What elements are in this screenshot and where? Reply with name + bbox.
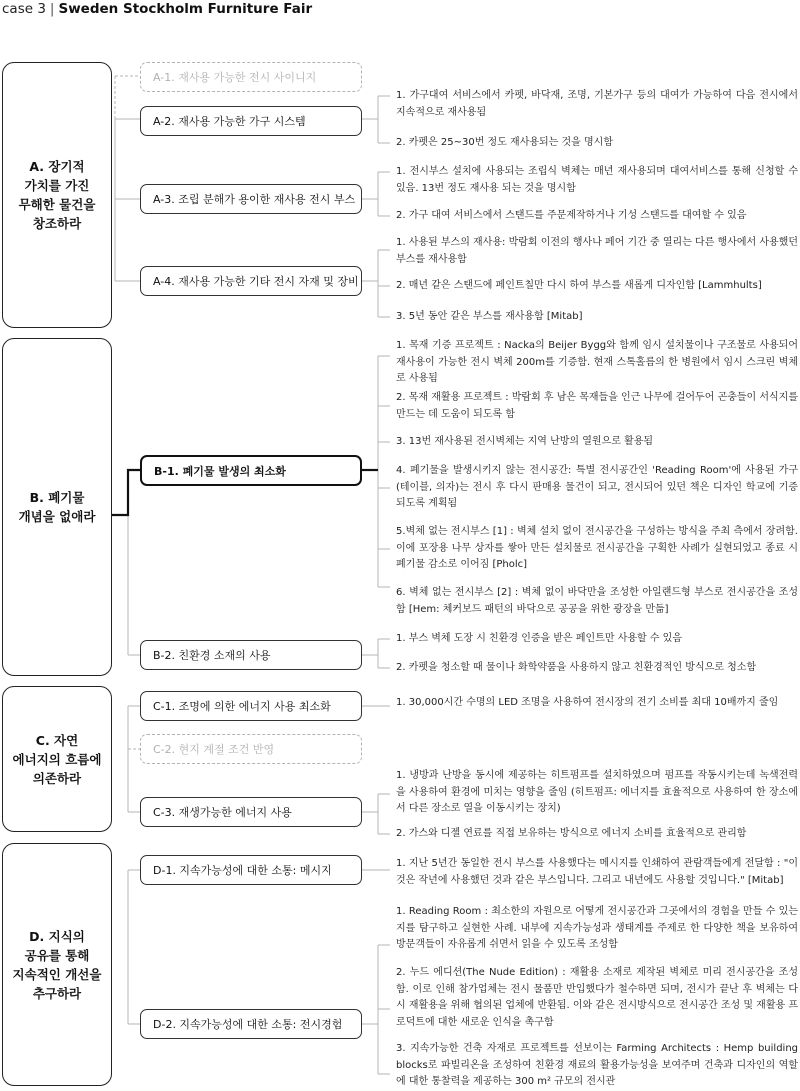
sub-b2 <box>140 640 362 670</box>
case-label: case 3 <box>2 1 46 17</box>
detail-c3-1: 1. 냉방과 난방을 동시에 제공하는 히트펌프를 설치하였으며 펌프를 작동시키는데 녹색전력을 사용하여 환경에 미치는 영향을 줄임 (히트펌프: 에너지를 효율적으로 사용하여 한 장소에서 다른 장소로 열을 이동시키는 장치) <box>396 770 798 814</box>
detail-b1-1: 1. 목재 기증 프로젝트 : Nacka의 Beijer Bygg와 함께 임시 설치물이나 구조물로 사용되어 재사용이 가능한 전시 벽체 200m를 기증함. 현재 스톡홀름의 한 병원에서 임시 스크린 벽체로 사용됨 <box>396 340 798 384</box>
page-title: Sweden Stockholm Furniture Fair <box>58 1 313 17</box>
sub-a1 <box>140 62 362 92</box>
detail-b1-6: 6. 벽체 없는 전시부스 [2] : 벽체 없이 바닥만을 조성한 아일랜드형 부스로 전시공간을 조성함 [Hem: 체커보드 패턴의 바닥으로 공공을 위한 광장을 만듦] <box>396 587 798 615</box>
sub-d2 <box>140 1009 362 1039</box>
detail-d2-1: 1. Reading Room : 최소한의 자원으로 어떻게 전시공간과 그곳에서의 경험을 만들 수 있는지를 탐구하고 실현한 사례. 내부에 지속가능성과 생태계를 주제로 한 다양한 책을 보유하여 방문객들이 자유롭게 쉬면서 읽을 수 있도록 조성함 <box>396 906 798 950</box>
detail-c3-2: 2. 가스와 디젤 연료를 직접 보유하는 방식으로 에너지 소비를 효율적으로 관리함 <box>396 828 747 839</box>
sub-d1-label: D-1. 지속가능성에 대한 소통: 메시지 <box>153 864 332 877</box>
sub-c2 <box>140 734 362 764</box>
detail-a2-2: 2. 카펫은 25~30번 정도 재사용되는 것을 명시함 <box>396 137 614 148</box>
detail-b1-3: 3. 13번 재사용된 전시벽체는 지역 난방의 열원으로 활용됨 <box>396 436 654 447</box>
sub-a1-label: A-1. 재사용 가능한 전시 사이니지 <box>153 71 317 84</box>
detail-a3-1: 1. 전시부스 설치에 사용되는 조립식 벽체는 매년 재사용되며 대여서비스를 통해 신청할 수 있음. 13번 정도 재사용 되는 것을 명시함 <box>396 166 798 194</box>
sub-a4 <box>140 266 362 296</box>
sub-a2 <box>140 106 362 136</box>
sub-c1-label: C-1. 조명에 의한 에너지 사용 최소화 <box>153 700 331 713</box>
sub-b2-label: B-2. 친환경 소재의 사용 <box>153 649 271 662</box>
detail-b1-2: 2. 목재 재활용 프로젝트 : 박람회 후 남은 목재들을 인근 나무에 걸어두어 곤충들이 서식지를 만드는 데 도움이 되도록 함 <box>396 392 798 420</box>
detail-a4-1: 1. 사용된 부스의 재사용: 박람회 이전의 행사나 페어 기간 중 열리는 다른 행사에서 사용했던 부스를 재사용함 <box>396 237 798 265</box>
sub-b1-label: B-1. 폐기물 발생의 최소화 <box>154 464 286 478</box>
detail-b2-2: 2. 카펫을 청소할 때 물이나 화학약품을 사용하지 않고 친환경적인 방식으로 청소함 <box>396 662 757 673</box>
detail-d1-1: 1. 지난 5년간 동일한 전시 부스를 사용했다는 메시지를 인쇄하여 관람객들에게 전달함 : "이것은 작년에 사용했던 것과 같은 부스입니다. 그리고 내년에도 사용할 것입니다." [Mitab] <box>396 858 798 886</box>
category-b <box>2 338 112 676</box>
detail-d2-3: 3. 지속가능한 건축 자재로 프로젝트를 선보이는 Farming Architects : Hemp building blocks로 파빌리온을 조성하여 친환경 재료의 활용가능성을 보여주며 건축과 디자인의 역할에 대한 통찰력을 제공하는 300 m² 규모의 전시관 <box>396 1043 798 1087</box>
sub-c1 <box>140 691 362 721</box>
detail-b1-4: 4. 폐기물을 발생시키지 않는 전시공간: 특별 전시공간인 'Reading Room'에 사용된 가구(테이블, 의자)는 전시 후 다시 판매용 물건이 되고, 전시되어 있던 책은 디자인 학교에 기증되도록 계획됨 <box>396 465 798 509</box>
sub-d2-label: D-2. 지속가능성에 대한 소통: 전시경험 <box>153 1018 343 1031</box>
sub-a2-label: A-2. 재사용 가능한 가구 시스템 <box>153 115 306 128</box>
detail-a3-2: 2. 가구 대여 서비스에서 스탠드를 주문제작하거나 기성 스탠드를 대여할 수 있음 <box>396 210 747 221</box>
detail-a2-1: 1. 가구대여 서비스에서 카펫, 바닥재, 조명, 기본가구 등의 대여가 가능하여 다음 전시에서 지속적으로 재사용됨 <box>396 90 798 118</box>
sub-a3 <box>140 184 362 214</box>
category-d-label: D. 지식의 공유를 통해 지속적인 개선을 추구하라 <box>12 928 102 1001</box>
category-a <box>2 62 112 328</box>
detail-b2-1: 1. 부스 벽체 도장 시 친환경 인증을 받은 페인트만 사용할 수 있음 <box>396 633 683 644</box>
sub-a3-label: A-3. 조립 분해가 용이한 재사용 전시 부스 <box>153 193 356 206</box>
detail-a4-3: 3. 5년 동안 같은 부스를 재사용함 [Mitab] <box>396 311 583 322</box>
sub-c2-label: C-2. 현지 계절 조건 반영 <box>153 743 275 756</box>
detail-a4-2: 2. 매년 같은 스탠드에 페인트칠만 다시 하여 부스를 새롭게 디자인함 [Lammhults] <box>396 280 762 291</box>
header-separator: | <box>49 1 55 17</box>
sub-a4-label: A-4. 재사용 가능한 기타 전시 자재 및 장비 <box>153 275 359 288</box>
category-d <box>2 843 112 1086</box>
detail-d2-2: 2. 누드 에디션(The Nude Edition) : 재활용 소재로 제작된 벽체로 미리 전시공간을 조성함. 이로 인해 참가업체는 전시 물품만 반입했다가 철수하면 되며, 전시가 끝난 후 벽체는 다시 재활용을 위해 협의된 업체에 반환됨. 이와 같은 전시방식으로 전시공간 조성 및 재활용 프로덕트에 대한 새로운 인식을 촉구함 <box>396 967 798 1028</box>
category-c-label: C. 자연 에너지의 흐름에 의존하라 <box>12 732 102 786</box>
category-b-label: B. 폐기물 개념을 없애라 <box>18 490 96 524</box>
sub-d1 <box>140 855 362 885</box>
category-c <box>2 686 112 832</box>
category-a-label: A. 장기적 가치를 가진 무해한 물건을 창조하라 <box>18 159 96 231</box>
sub-c3-label: C-3. 재생가능한 에너지 사용 <box>153 806 292 819</box>
detail-c1-1: 1. 30,000시간 수명의 LED 조명을 사용하여 전시장의 전기 소비를 최대 10배까지 줄임 <box>396 697 779 708</box>
sub-c3 <box>140 797 362 827</box>
sub-b1 <box>140 455 362 486</box>
detail-b1-5: 5.벽체 없는 전시부스 [1] : 벽체 설치 없이 전시공간을 구성하는 방식을 주최 측에서 장려함. 이에 포장용 나무 상자를 쌓아 만든 설치물로 전시공간을 구획한 사례가 실현되었고 종료 시 폐기물 감소로 이어짐 [Pholc] <box>396 526 798 570</box>
